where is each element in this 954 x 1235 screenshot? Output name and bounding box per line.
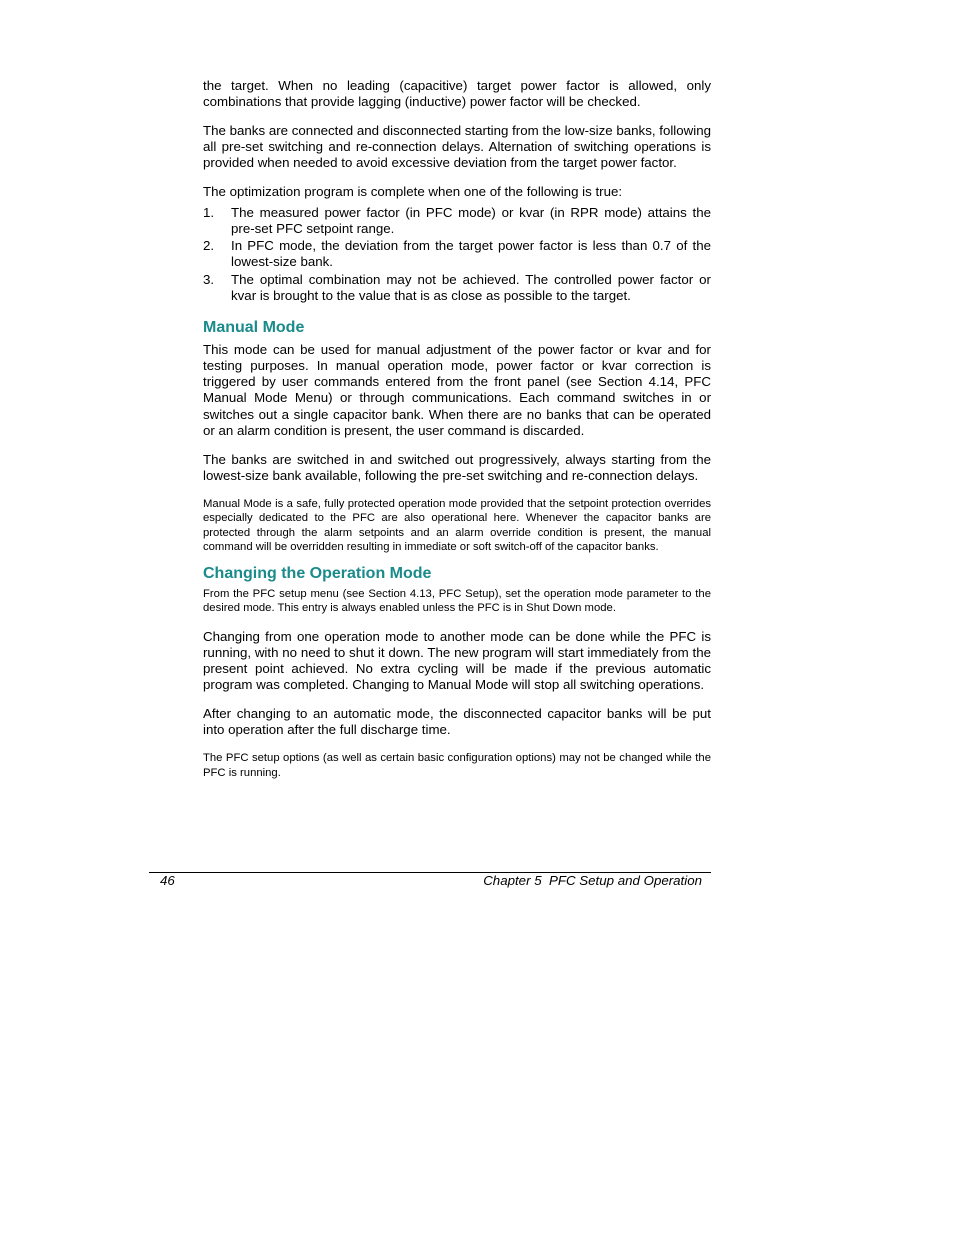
note-setup-options: The PFC setup options (as well as certain basic configuration options) may not be changed while the PFC is running. bbox=[203, 752, 711, 779]
list-number: 1. bbox=[203, 204, 215, 220]
list-item bbox=[203, 238, 711, 270]
paragraph-automatic-mode: After changing to an automatic mode, the disconnected capacitor banks will be put into operation after the full discharge time. bbox=[203, 706, 711, 738]
list-item bbox=[203, 272, 711, 304]
paragraph-setup-menu: From the PFC setup menu (see Section 4.13, PFC Setup), set the operation mode parameter to the desired mode. This entry is always enabled unless the PFC is in Shut Down mode. bbox=[203, 587, 711, 615]
list-number: 3. bbox=[203, 271, 215, 287]
heading-manual-mode: Manual Mode bbox=[203, 319, 305, 337]
list-text: The measured power factor (in PFC mode) or kvar (in RPR mode) attains the pre-set PFC setpoint range. bbox=[231, 204, 711, 236]
paragraph-optimization: The optimization program is complete when one of the following is true: bbox=[203, 184, 623, 200]
page-body bbox=[203, 78, 711, 780]
paragraph-banks: The banks are connected and disconnected starting from the low-size banks, following all pre-set switching and re-connection delays. Alternation of switching operations is provided when needed to avoid excessive deviation from the target power factor. bbox=[203, 123, 711, 171]
paragraph-changing-mode: Changing from one operation mode to another mode can be done while the PFC is running, with no need to shut it down. The new program will start immediately from the present point achieved. No extra cycling will be made if the previous automatic program was completed. Changing to Manual Mode will stop all switching operations. bbox=[203, 628, 711, 693]
page-number: 46 bbox=[160, 873, 175, 888]
paragraph-target: the target. When no leading (capacitive) target power factor is allowed, only combinations that provide lagging (inductive) power factor will be checked. bbox=[203, 78, 711, 110]
list-text: The optimal combination may not be achieved. The controlled power factor or kvar is brought to the value that is as close as possible to the target. bbox=[231, 271, 711, 304]
heading-changing-mode: Changing the Operation Mode bbox=[203, 564, 432, 582]
chapter-title: Chapter 5 PFC Setup and Operation bbox=[483, 873, 702, 888]
list-item bbox=[203, 205, 711, 237]
paragraph-manual-mode: This mode can be used for manual adjustment of the power factor or kvar and for testing purposes. In manual operation mode, power factor or kvar correction is triggered by user commands entered from the front panel (see Section 4.14, PFC Manual Mode Menu) or through communications. Each command switches in or switches out a single capacitor bank. When there are no banks that can be operated or an alarm condition is present, the user command is discarded. bbox=[203, 342, 711, 438]
paragraph-banks-progressive: The banks are switched in and switched out progressively, always starting from the lowest-size bank available, following the pre-set switching and re-connection delays. bbox=[203, 451, 711, 483]
note-manual-mode: Manual Mode is a safe, fully protected operation mode provided that the setpoint protection overrides especially dedicated to the PFC are also operational here. Whenever the capacitor banks are protected through the alarm setpoints and an alarm override condition is present, the manual command will be overridden resulting in immediate or soft switch-off of the capacitor banks. bbox=[203, 497, 711, 554]
completion-conditions-list bbox=[203, 205, 711, 305]
list-text: In PFC mode, the deviation from the target power factor is less than 0.7 of the lowest-size bank. bbox=[231, 238, 711, 270]
list-number: 2. bbox=[203, 238, 215, 254]
